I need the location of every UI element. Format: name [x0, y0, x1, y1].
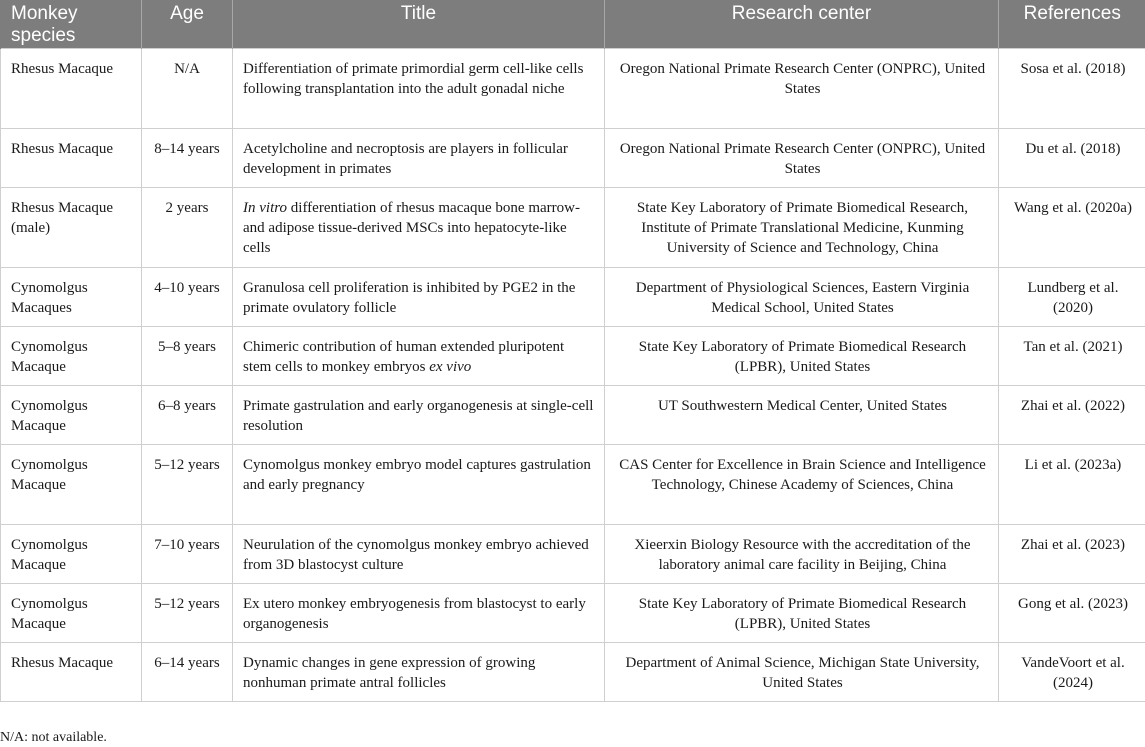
column-header-title: Title	[233, 0, 605, 48]
cell-reference: Lundberg et al. (2020)	[999, 267, 1145, 326]
cell-research-center: State Key Laboratory of Primate Biomedical Research, Institute of Primate Translational Medicine, Kunming University of Science and Technology, China	[605, 187, 999, 267]
cell-age: 8–14 years	[142, 128, 233, 187]
title-italic-prefix: In vitro	[243, 200, 287, 216]
table-row	[1, 326, 1145, 385]
title-italic-suffix: ex vivo	[429, 359, 471, 375]
cell-research-center: Department of Animal Science, Michigan State University, United States	[605, 642, 999, 701]
cell-reference: Tan et al. (2021)	[999, 326, 1145, 385]
cell-title: Primate gastrulation and early organogenesis at single-cell resolution	[233, 385, 605, 444]
cell-title	[233, 187, 605, 267]
cell-research-center: CAS Center for Excellence in Brain Science and Intelligence Technology, Chinese Academy of Sciences, China	[605, 444, 999, 524]
title-text: Chimeric contribution of human extended pluripotent stem cells to monkey embryos	[243, 339, 564, 375]
cell-age: 5–12 years	[142, 444, 233, 524]
table-row	[1, 128, 1145, 187]
cell-species: Rhesus Macaque	[1, 642, 142, 701]
cell-age: 5–12 years	[142, 583, 233, 642]
cell-age: N/A	[142, 48, 233, 128]
cell-age: 6–14 years	[142, 642, 233, 701]
cell-reference: Wang et al. (2020a)	[999, 187, 1145, 267]
cell-age: 2 years	[142, 187, 233, 267]
cell-reference: VandeVoort et al. (2024)	[999, 642, 1145, 701]
cell-species: Rhesus Macaque	[1, 48, 142, 128]
cell-title: Cynomolgus monkey embryo model captures gastrulation and early pregnancy	[233, 444, 605, 524]
cell-species: Cynomolgus Macaque	[1, 583, 142, 642]
cell-title: Granulosa cell proliferation is inhibited by PGE2 in the primate ovulatory follicle	[233, 267, 605, 326]
cell-species: Cynomolgus Macaque	[1, 326, 142, 385]
cell-research-center: UT Southwestern Medical Center, United States	[605, 385, 999, 444]
cell-species: Rhesus Macaque (male)	[1, 187, 142, 267]
cell-reference: Gong et al. (2023)	[999, 583, 1145, 642]
table-header-row	[1, 0, 1145, 48]
table-row	[1, 385, 1145, 444]
cell-title: Differentiation of primate primordial germ cell-like cells following transplantation into the adult gonadal niche	[233, 48, 605, 128]
table-row	[1, 187, 1145, 267]
cell-research-center: State Key Laboratory of Primate Biomedical Research (LPBR), United States	[605, 326, 999, 385]
cell-research-center: Department of Physiological Sciences, Eastern Virginia Medical School, United States	[605, 267, 999, 326]
cell-reference: Li et al. (2023a)	[999, 444, 1145, 524]
cell-research-center: Oregon National Primate Research Center (ONPRC), United States	[605, 48, 999, 128]
table-row	[1, 267, 1145, 326]
cell-title	[233, 326, 605, 385]
table-row	[1, 524, 1145, 583]
cell-reference: Zhai et al. (2023)	[999, 524, 1145, 583]
cell-research-center: Oregon National Primate Research Center (ONPRC), United States	[605, 128, 999, 187]
cell-species: Rhesus Macaque	[1, 128, 142, 187]
column-header-species: Monkey species	[1, 0, 142, 48]
title-text: differentiation of rhesus macaque bone marrow- and adipose tissue-derived MSCs into hepatocyte-like cells	[243, 200, 580, 256]
cell-species: Cynomolgus Macaque	[1, 385, 142, 444]
table-row	[1, 583, 1145, 642]
cell-reference: Sosa et al. (2018)	[999, 48, 1145, 128]
cell-species: Cynomolgus Macaques	[1, 267, 142, 326]
cell-research-center: State Key Laboratory of Primate Biomedical Research (LPBR), United States	[605, 583, 999, 642]
table-row	[1, 642, 1145, 701]
cell-title: Dynamic changes in gene expression of growing nonhuman primate antral follicles	[233, 642, 605, 701]
table-footnote: N/A: not available.	[0, 729, 107, 747]
cell-reference: Du et al. (2018)	[999, 128, 1145, 187]
cell-species: Cynomolgus Macaque	[1, 524, 142, 583]
table-row	[1, 444, 1145, 524]
cell-reference: Zhai et al. (2022)	[999, 385, 1145, 444]
cell-title: Ex utero monkey embryogenesis from blastocyst to early organogenesis	[233, 583, 605, 642]
cell-research-center: Xieerxin Biology Resource with the accreditation of the laboratory animal care facility in Beijing, China	[605, 524, 999, 583]
cell-age: 5–8 years	[142, 326, 233, 385]
table-row	[1, 48, 1145, 128]
column-header-research-center: Research center	[605, 0, 999, 48]
cell-age: 4–10 years	[142, 267, 233, 326]
cell-title: Acetylcholine and necroptosis are players in follicular development in primates	[233, 128, 605, 187]
cell-age: 6–8 years	[142, 385, 233, 444]
cell-title: Neurulation of the cynomolgus monkey embryo achieved from 3D blastocyst culture	[233, 524, 605, 583]
column-header-references: References	[999, 0, 1145, 48]
column-header-age: Age	[142, 0, 233, 48]
cell-age: 7–10 years	[142, 524, 233, 583]
cell-species: Cynomolgus Macaque	[1, 444, 142, 524]
